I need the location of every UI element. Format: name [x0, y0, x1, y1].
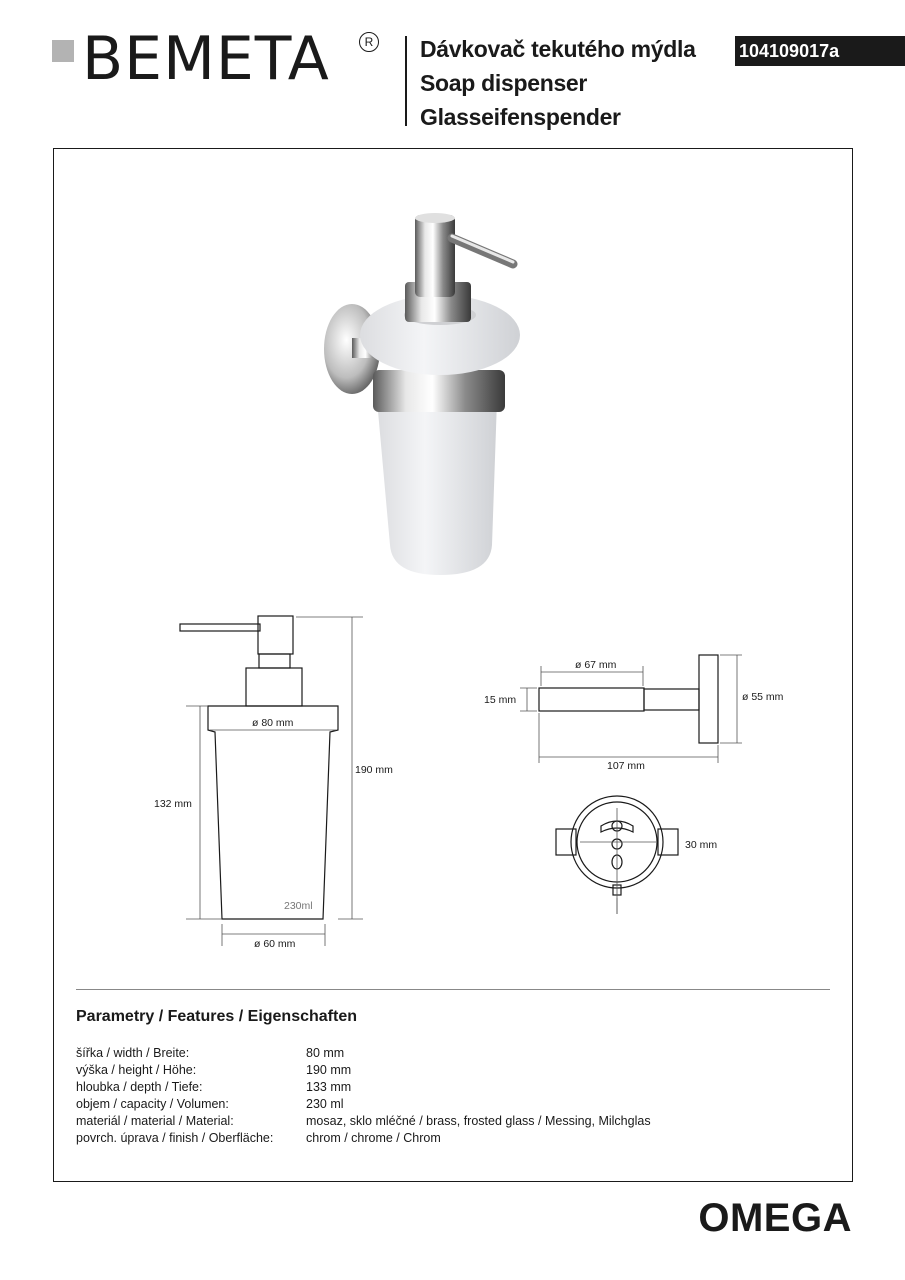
spec-row — [76, 1062, 776, 1079]
title-en: Soap dispenser — [420, 70, 588, 96]
spec-label: výška / height / Höhe: — [76, 1063, 197, 1077]
spec-value: 230 ml — [306, 1097, 344, 1111]
spec-row — [76, 1079, 776, 1096]
dim-depth: 107 mm — [607, 760, 645, 772]
dim-pump-diameter: ø 80 mm — [252, 717, 294, 729]
title-de: Glasseifenspender — [420, 104, 621, 130]
dim-arm-thickness: 15 mm — [484, 694, 517, 706]
side-view-dims — [520, 655, 742, 763]
spec-table — [76, 1045, 776, 1147]
spec-value: 80 mm — [306, 1046, 345, 1060]
dim-total-height: 190 mm — [355, 764, 393, 776]
series-name: OMEGA — [698, 1196, 852, 1240]
product-code: 104109017a — [735, 36, 905, 66]
dim-glass-height: 132 mm — [154, 798, 192, 810]
spec-value: 133 mm — [306, 1080, 352, 1094]
features-title: Parametry / Features / Eigenschaften — [76, 1008, 357, 1025]
registered-mark: R — [359, 32, 379, 52]
spec-label: povrch. úprava / finish / Oberfläche: — [76, 1131, 274, 1145]
dim-rosette-diameter: ø 55 mm — [742, 691, 784, 703]
spec-row — [76, 1045, 776, 1062]
spec-value: 190 mm — [306, 1063, 352, 1077]
spec-value: mosaz, sklo mléčné / brass, frosted glass / Messing, Milchglas — [306, 1114, 651, 1128]
front-view-drawing — [180, 616, 338, 919]
dim-base-diameter: ø 60 mm — [254, 938, 296, 950]
spec-label: šířka / width / Breite: — [76, 1046, 190, 1060]
spec-row — [76, 1113, 776, 1130]
side-view-drawing — [539, 655, 718, 743]
spec-row — [76, 1130, 776, 1147]
spec-label: objem / capacity / Volumen: — [76, 1097, 229, 1111]
product-photo — [324, 213, 520, 575]
spec-label: hloubka / depth / Tiefe: — [76, 1080, 203, 1094]
spec-row — [76, 1096, 776, 1113]
front-view-dims — [186, 617, 363, 946]
dim-mount-width: 30 mm — [685, 839, 718, 851]
capacity-mark: 230ml — [284, 900, 313, 912]
title-cz: Dávkovač tekutého mýdla — [420, 36, 696, 62]
spec-label: materiál / material / Material: — [76, 1114, 234, 1128]
spec-value: chrom / chrome / Chrom — [306, 1131, 441, 1145]
section-divider — [76, 989, 830, 990]
dim-arm-diameter: ø 67 mm — [575, 659, 617, 671]
brand-name: BEMETA — [82, 24, 330, 94]
rosette-view-dims — [580, 808, 656, 914]
